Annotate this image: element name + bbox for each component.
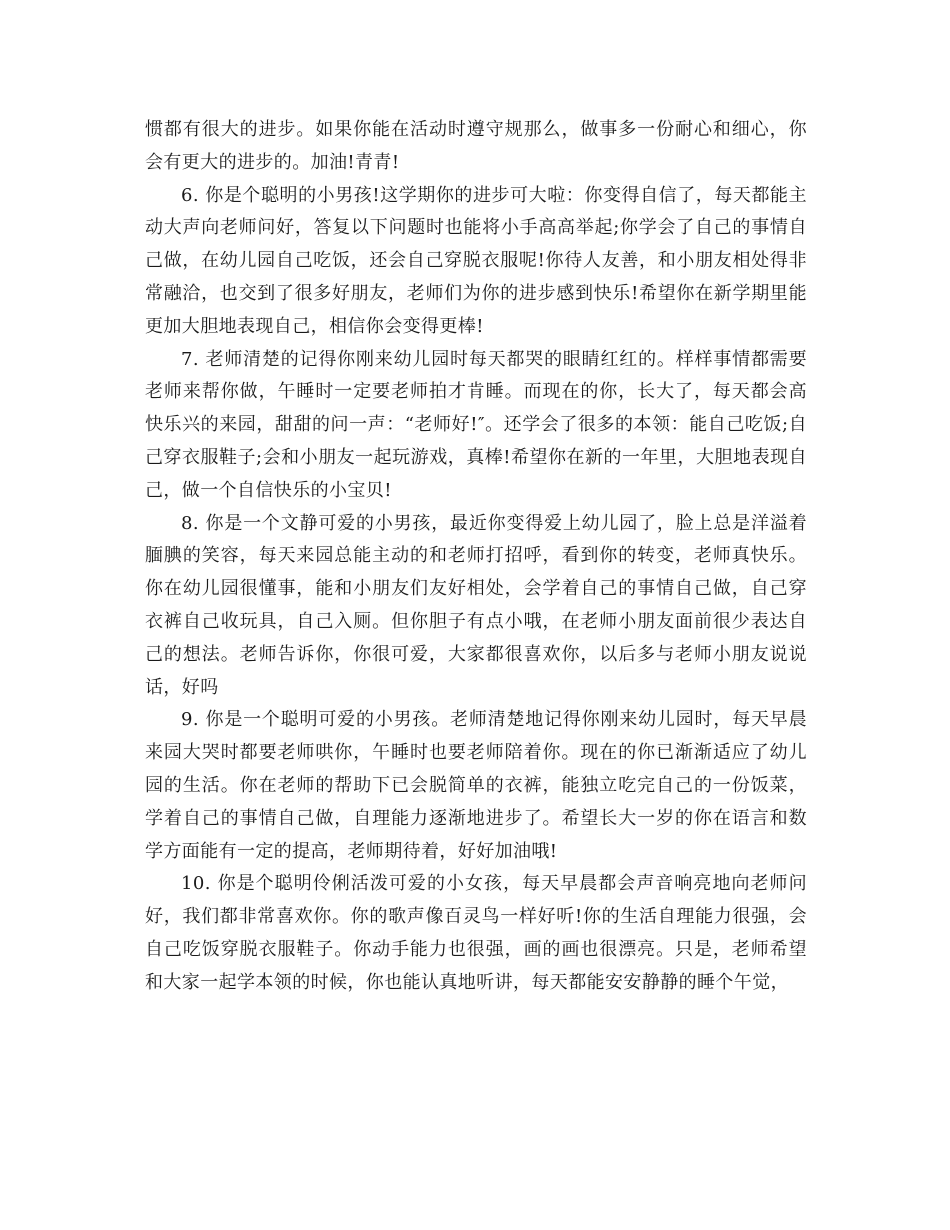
- paragraph-7: 7. 老师清楚的记得你刚来幼儿园时每天都哭的眼睛红红的。样样事情都需要老师来帮你做，午睡时一定要老师拍才肯睡。而现在的你，长大了，每天都会高快乐兴的来园，甜甜的问一声：“老师好!″。还学会了很多的本领：能自己吃饭;自己穿衣服鞋子;会和小朋友一起玩游戏，真棒!希望你在新的一年里，大胆地表现自己，做一个自信快乐的小宝贝!: [145, 348, 807, 501]
- paragraph-8: 8. 你是一个文静可爱的小男孩，最近你变得爱上幼儿园了，脸上总是洋溢着腼腆的笑容，每天来园总能主动的和老师打招呼，看到你的转变，老师真快乐。你在幼儿园很懂事，能和小朋友们友好相处，会学着自己的事情自己做，自己穿衣裤自己收玩具，自己入厕。但你胆子有点小哦，在老师小朋友面前很少表达自己的想法。老师告诉你，你很可爱，大家都很喜欢你，以后多与老师小朋友说说话，好吗: [145, 512, 807, 698]
- paragraph-5-continuation: 惯都有很大的进步。如果你能在活动时遵守规那么，做事多一份耐心和细心，你会有更大的进步的。加油!青青!: [145, 119, 807, 173]
- paragraph-9: 9. 你是一个聪明可爱的小男孩。老师清楚地记得你刚来幼儿园时，每天早晨来园大哭时都要老师哄你，午睡时也要老师陪着你。现在的你已渐渐适应了幼儿园的生活。你在老师的帮助下已会脱简单的衣裤，能独立吃完自己的一份饭菜，学着自己的事情自己做，自理能力逐渐地进步了。希望长大一岁的你在语言和数学方面能有一定的提高，老师期待着，好好加油哦!: [145, 709, 807, 862]
- paragraph-6: 6. 你是个聪明的小男孩!这学期你的进步可大啦：你变得自信了，每天都能主动大声向老师问好，答复以下问题时也能将小手高高举起;你学会了自己的事情自己做，在幼儿园自己吃饭，还会自己穿脱衣服呢!你待人友善，和小朋友相处得非常融洽，也交到了很多好朋友，老师们为你的进步感到快乐!希望你在新学期里能更加大胆地表现自己，相信你会变得更棒!: [145, 184, 807, 337]
- document-body: [145, 114, 807, 1000]
- paragraph-10: 10. 你是个聪明伶俐活泼可爱的小女孩，每天早晨都会声音响亮地向老师问好，我们都非常喜欢你。你的歌声像百灵鸟一样好听!你的生活自理能力很强，会自己吃饭穿脱衣服鞋子。你动手能力也很强，画的画也很漂亮。只是，老师希望和大家一起学本领的时候，你也能认真地听讲，每天都能安安静静的睡个午觉，: [145, 873, 807, 993]
